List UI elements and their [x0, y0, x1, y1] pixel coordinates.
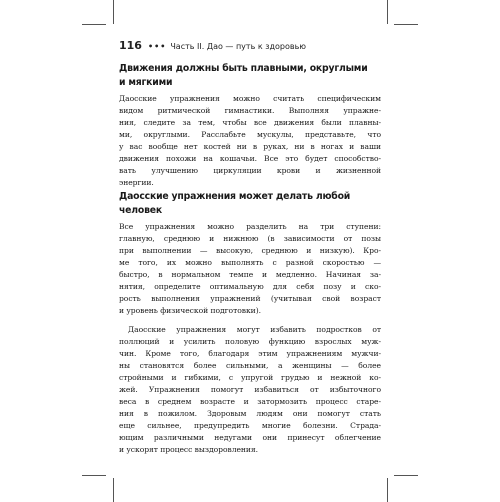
text-line: веса в среднем возрасте и затормозить процесс старе- — [119, 397, 381, 407]
text-line: стройными и гибкими, с упругой грудью и нежной ко- — [119, 373, 381, 383]
running-head-dots: ••• — [147, 42, 167, 51]
crop-mark — [113, 0, 114, 24]
crop-mark — [394, 24, 418, 25]
text-line: ния в пожилом. Здоровым людям они помогут стать — [119, 409, 381, 419]
section-heading-2 — [119, 190, 381, 218]
text-line: чин. Кроме того, благодаря этим упражнениям мужчи- — [119, 349, 381, 359]
text-line: энергии. — [119, 178, 154, 188]
crop-mark — [82, 24, 106, 25]
text-line: рость выполнения упражнений (учитывая свой возраст — [119, 294, 381, 304]
text-line: ны становятся более сильными, а женщины — более — [119, 361, 381, 371]
heading-line: Даосские упражнения может делать любой — [119, 191, 351, 202]
text-line: и ускорят процесс выздоровления. — [119, 445, 259, 455]
heading-line: человек — [119, 205, 162, 216]
text-line: Даосские упражнения можно считать специфическим — [119, 94, 381, 103]
text-line: ния, следите за тем, чтобы все движения были плавны- — [119, 118, 381, 128]
text-line: Даосские упражнения могут избавить подростков от — [128, 325, 381, 334]
text-line: у вас вообще нет костей ни в руках, ни в ногах и ваши — [119, 142, 381, 152]
heading-line: и мягкими — [119, 77, 173, 88]
paragraph-1 — [119, 93, 381, 189]
text-line: жей. Упражнения помогут избавиться от избыточного — [119, 385, 381, 395]
text-line: еще сильнее, предупредить многие болезни. Страда- — [119, 421, 381, 431]
page-number: 116 — [119, 39, 142, 52]
text-line: нятия, определите оптимальную для себя позу и ско- — [119, 282, 381, 292]
crop-mark — [387, 0, 388, 24]
text-line: движения похожи на кошачьи. Все это будет способство- — [119, 154, 381, 164]
text-line: быстро, в нормальном темпе и медленно. Начиная за- — [119, 270, 381, 280]
text-line: вать улучшению циркуляции крови и жизненной — [119, 166, 381, 176]
text-line: поллюций и усилить половую функцию взрослых муж- — [119, 337, 381, 347]
text-line: Все упражнения можно разделить на три ступени: — [119, 222, 381, 231]
running-head — [119, 40, 381, 53]
paragraph-2 — [119, 221, 381, 317]
text-line: ме того, их можно выполнять с разной скоростью — — [119, 258, 381, 268]
crop-mark — [394, 475, 418, 476]
text-line: ми, округлыми. Расслабьте мускулы, представьте, что — [119, 130, 381, 140]
crop-mark — [82, 475, 106, 476]
heading-line: Движения должны быть плавными, округлыми — [119, 63, 368, 74]
text-line: и уровень физической подготовки). — [119, 306, 261, 316]
text-line: видом ритмической гимнастики. Выполняя упражне- — [119, 106, 381, 116]
crop-mark — [387, 478, 388, 502]
running-head-section: Часть II. Дао — путь к здоровью — [170, 42, 307, 51]
book-page — [119, 39, 381, 455]
text-line: главную, среднюю и нижнюю (в зависимости от позы — [119, 234, 381, 244]
paragraph-3 — [119, 324, 381, 457]
text-line: ющим различными недугами они принесут облегчение — [119, 433, 381, 443]
text-line: при выполнении — высокую, среднюю и низкую). Кро- — [119, 246, 381, 256]
section-heading-1 — [119, 62, 381, 90]
crop-mark — [113, 478, 114, 502]
